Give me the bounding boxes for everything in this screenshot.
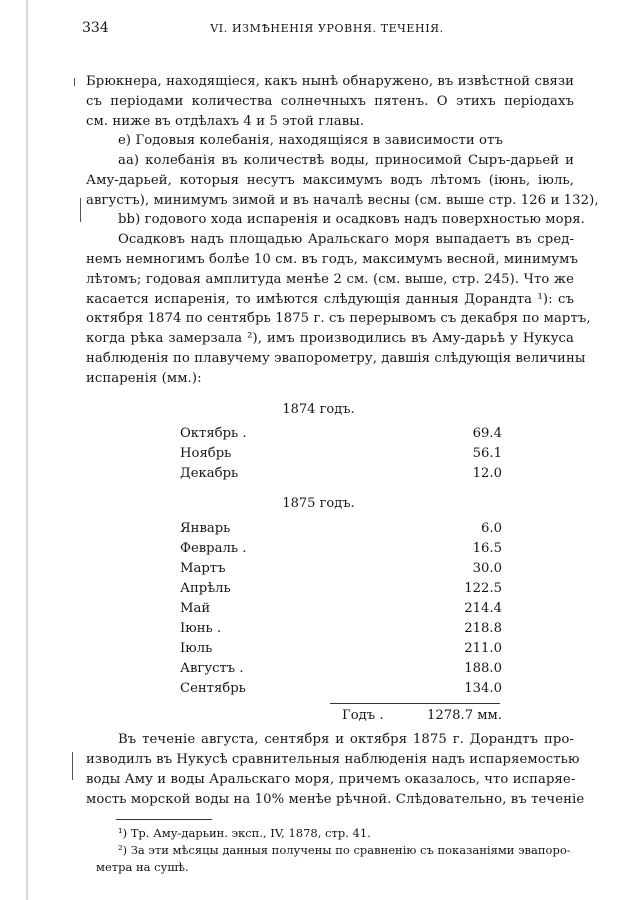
- month-cell: Іюль: [180, 641, 213, 656]
- month-cell: Мартъ: [180, 561, 226, 576]
- value-cell: 12.0: [472, 466, 502, 481]
- table-row: [180, 541, 502, 561]
- margin-mark: [72, 752, 73, 780]
- table-row: [180, 681, 502, 701]
- margin-mark: [80, 198, 81, 222]
- total-row: [180, 708, 502, 728]
- value-cell: 134.0: [464, 681, 502, 696]
- month-cell: Августъ .: [180, 661, 244, 676]
- table-row: [180, 561, 502, 581]
- value-cell: 218.8: [464, 621, 502, 636]
- text-line: испаренія (мм.):: [86, 371, 202, 386]
- text-line: наблюденія по плавучему эвапорометру, давшія слѣдующія величины: [86, 351, 586, 366]
- month-cell: Сентябрь: [180, 681, 246, 696]
- total-label: Годъ .: [342, 708, 384, 723]
- value-cell: 69.4: [472, 426, 502, 441]
- sum-rule: [330, 703, 500, 704]
- footnote: ¹) Тр. Аму-дарьин. эксп., IV, 1878, стр. 41.: [118, 826, 371, 840]
- margin-mark: [74, 78, 75, 86]
- month-cell: Декабрь: [180, 466, 239, 481]
- table-row: [180, 601, 502, 621]
- month-cell: Іюнь .: [180, 621, 222, 636]
- month-cell: Октябрь .: [180, 426, 247, 441]
- table-row: [180, 466, 502, 486]
- value-cell: 122.5: [464, 581, 502, 596]
- text-line: аа) колебанія въ количествѣ воды, приносимой Сыръ-дарьей и: [118, 153, 574, 168]
- text-line: мость морской воды на 10% менѣе рѣчной. Слѣдовательно, въ теченіе: [86, 792, 585, 807]
- text-line: изводилъ въ Нукусѣ сравнительныя наблюденія надъ испаряемостью: [86, 752, 580, 767]
- text-line: съ періодами количества солнечныхъ пятенъ. О этихъ періодахъ: [86, 94, 574, 109]
- text-line: см. ниже въ отдѣлахъ 4 и 5 этой главы.: [86, 114, 365, 129]
- footnote-rule: [116, 819, 212, 820]
- footnote: ²) За эти мѣсяцы данныя получены по сравненію съ показаніями эвапоро-: [118, 843, 571, 857]
- table-row: [180, 621, 502, 641]
- text-line: воды Аму и воды Аральскаго моря, причемъ оказалось, что испаряе-: [86, 772, 576, 787]
- month-cell: Ноябрь: [180, 446, 232, 461]
- month-cell: Февраль .: [180, 541, 247, 556]
- running-head: VI. ИЗМѢНЕНІЯ УРОВНЯ. ТЕЧЕНІЯ.: [210, 22, 444, 35]
- text-line: е) Годовыя колебанія, находящіяся в зависимости отъ: [118, 133, 503, 148]
- table-row: [180, 641, 502, 661]
- table-row: [180, 426, 502, 446]
- month-cell: Май: [180, 601, 211, 616]
- value-cell: 211.0: [464, 641, 502, 656]
- year-heading-1875: 1875 годъ.: [282, 496, 355, 511]
- footnote: метра на сушѣ.: [96, 860, 189, 874]
- page-number: 334: [82, 20, 109, 36]
- text-line: Аму-дарьей, которыя несутъ максимумъ водъ лѣтомъ (іюнь, іюль,: [86, 173, 574, 188]
- table-row: [180, 446, 502, 466]
- text-line: лѣтомъ; годовая амплитуда менѣе 2 см. (см. выше, стр. 245). Что же: [86, 272, 574, 287]
- text-line: Осадковъ надъ площадью Аральскаго моря выпадаетъ въ сред-: [118, 232, 574, 247]
- text-line: касается испаренія, то имѣются слѣдующія данныя Дорандта ¹): съ: [86, 292, 574, 307]
- value-cell: 214.4: [464, 601, 502, 616]
- text-line: bb) годового хода испаренія и осадковъ надъ поверхностью моря.: [118, 212, 585, 227]
- month-cell: Апрѣль: [180, 581, 231, 596]
- text-line: когда рѣка замерзала ²), имъ производились въ Аму-дарьѣ у Нукуса: [86, 331, 574, 346]
- table-row: [180, 661, 502, 681]
- text-line: октября 1874 по сентябрь 1875 г. съ перерывомъ съ декабря по мартъ,: [86, 311, 591, 326]
- text-line: немъ немногимъ болѣе 10 см. въ годъ, максимумъ весной, минимумъ: [86, 252, 579, 267]
- value-cell: 30.0: [472, 561, 502, 576]
- total-value: 1278.7 мм.: [426, 708, 502, 723]
- text-line: августъ), минимумъ зимой и въ началѣ весны (см. выше стр. 126 и 132),: [86, 193, 599, 208]
- page-binding-edge: [26, 0, 28, 900]
- year-heading-1874: 1874 годъ.: [282, 402, 355, 417]
- value-cell: 6.0: [481, 521, 502, 536]
- month-cell: Январь: [180, 521, 231, 536]
- value-cell: 16.5: [472, 541, 502, 556]
- value-cell: 56.1: [472, 446, 502, 461]
- page-header: [82, 20, 572, 40]
- table-row: [180, 521, 502, 541]
- text-line: Въ теченіе августа, сентября и октября 1875 г. Дорандтъ про-: [118, 732, 574, 747]
- text-line: Брюкнера, находящіеся, какъ нынѣ обнаружено, въ извѣстной связи: [86, 74, 575, 89]
- value-cell: 188.0: [464, 661, 502, 676]
- table-row: [180, 581, 502, 601]
